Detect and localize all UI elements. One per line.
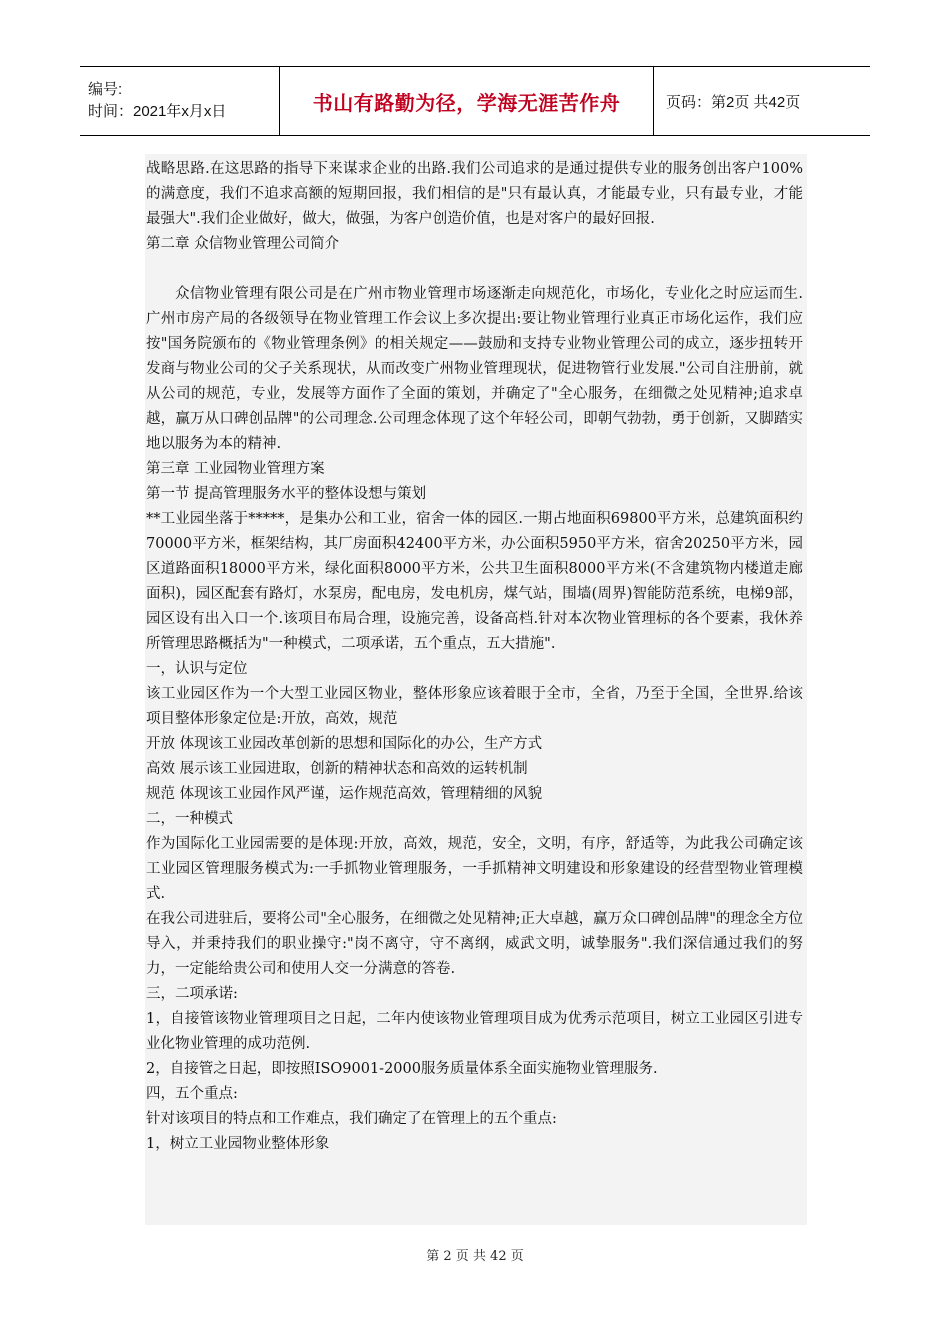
header-motto	[280, 67, 654, 135]
chapter-heading: 第二章 众信物业管理公司简介	[146, 236, 340, 252]
page-header	[80, 66, 870, 136]
header-page-info	[654, 67, 870, 135]
paragraph: 众信物业管理有限公司是在广州市物业管理市场逐渐走向规范化，市场化，专业化之时应运而生.广州市房产局的各级领导在物业管理工作会议上多次提出:要让物业管理行业真正市场化运作，我们应按"国务院颁布的《物业管理条例》的相关规定——鼓励和支持专业物业管理公司的成立，逐步扭转开发商与物业公司的父子关系现状，从而改变广州物业管理现状，促进物管行业发展."公司自注册前，就从公司的规范，专业，发展等方面作了全面的策划，并确定了"全心服务，在细微之处见精神;追求卓越，赢万从口碑创品牌"的公司理念.公司理念体现了这个年轻公司，即朝气勃勃，勇于创新，又脚踏实地以服务为本的精神.	[146, 286, 803, 452]
document-body	[145, 154, 807, 1225]
paragraph: 1，树立工业园物业整体形象	[146, 1136, 330, 1152]
document-time: 时间：2021年x月x日	[88, 103, 227, 120]
page-number-info: 页码：第2页 共42页	[666, 93, 801, 111]
header-meta	[80, 67, 280, 135]
chapter-heading: 第三章 工业园物业管理方案	[146, 461, 325, 477]
page-footer	[0, 1245, 950, 1264]
blank-line	[146, 257, 803, 282]
document-number-label: 编号:	[88, 81, 123, 98]
paragraph: 高效 展示该工业园进取，创新的精神状态和高效的运转机制	[146, 761, 528, 777]
paragraph: 1，自接管该物业管理项目之日起，二年内使该物业管理项目成为优秀示范项目，树立工业园区引进专业化物业管理的成功范例.	[146, 1011, 803, 1052]
paragraph: 针对该项目的特点和工作难点，我们确定了在管理上的五个重点:	[146, 1111, 557, 1127]
paragraph: 该工业园区作为一个大型工业园区物业，整体形象应该着眼于全市，全省，乃至于全国，全世界.给该项目整体形象定位是:开放，高效，规范	[146, 686, 803, 727]
paragraph: 战略思路.在这思路的指导下来谋求企业的出路.我们公司追求的是通过提供专业的服务创出客户100%的满意度，我们不追求高额的短期回报，我们相信的是"只有最认真，才能最专业，只有最专业，才能最强大".我们企业做好，做大，做强，为客户创造价值，也是对客户的最好回报.	[146, 161, 803, 227]
paragraph: 规范 体现该工业园作风严谨，运作规范高效，管理精细的风貌	[146, 786, 543, 802]
paragraph: **工业园坐落于*****，是集办公和工业，宿舍一体的园区.一期占地面积69800平方米，总建筑面积约70000平方米，框架结构，其厂房面积42400平方米，办公面积5950平方米，宿舍20250平方米，园区道路面积18000平方米，绿化面积8000平方米，公共卫生面积8000平方米(不含建筑物内楼道走廊面积)，园区配套有路灯，水泵房，配电房，发电机房，煤气站，围墙(周界)智能防范系统，电梯9部，园区设有出入口一个.该项目布局合理，设施完善，设备高档.针对本次物业管理标的各个要素，我休养所管理思路概括为"一种模式，二项承诺，五个重点，五大措施".	[146, 511, 803, 652]
subsection-heading: 三，二项承诺:	[146, 986, 238, 1002]
section-heading: 第一节 提高管理服务水平的整体设想与策划	[146, 486, 427, 502]
paragraph: 作为国际化工业园需要的是体现:开放，高效，规范，安全，文明，有序，舒适等，为此我公司确定该工业园区管理服务模式为:一手抓物业管理服务，一手抓精神文明建设和形象建设的经营型物业管理模式.	[146, 836, 803, 902]
subsection-heading: 四，五个重点:	[146, 1086, 238, 1102]
paragraph: 在我公司进驻后，要将公司"全心服务，在细微之处见精神;正大卓越，赢万众口碑创品牌"的理念全方位导入，并秉持我们的职业操守:"岗不离守，守不离纲，威武文明，诚挚服务".我们深信通过我们的努力，一定能给贵公司和使用人交一分满意的答卷.	[146, 911, 803, 977]
motto-text: 书山有路勤为径，学海无涯苦作舟	[312, 90, 621, 115]
subsection-heading: 二，一种模式	[146, 811, 233, 827]
paragraph: 2，自接管之日起，即按照ISO9001-2000服务质量体系全面实施物业管理服务.	[146, 1061, 658, 1077]
paragraph: 开放 体现该工业园改革创新的思想和国际化的办公，生产方式	[146, 736, 543, 752]
footer-page-number: 第 2 页 共 42 页	[426, 1249, 524, 1264]
subsection-heading: 一，认识与定位	[146, 661, 248, 677]
